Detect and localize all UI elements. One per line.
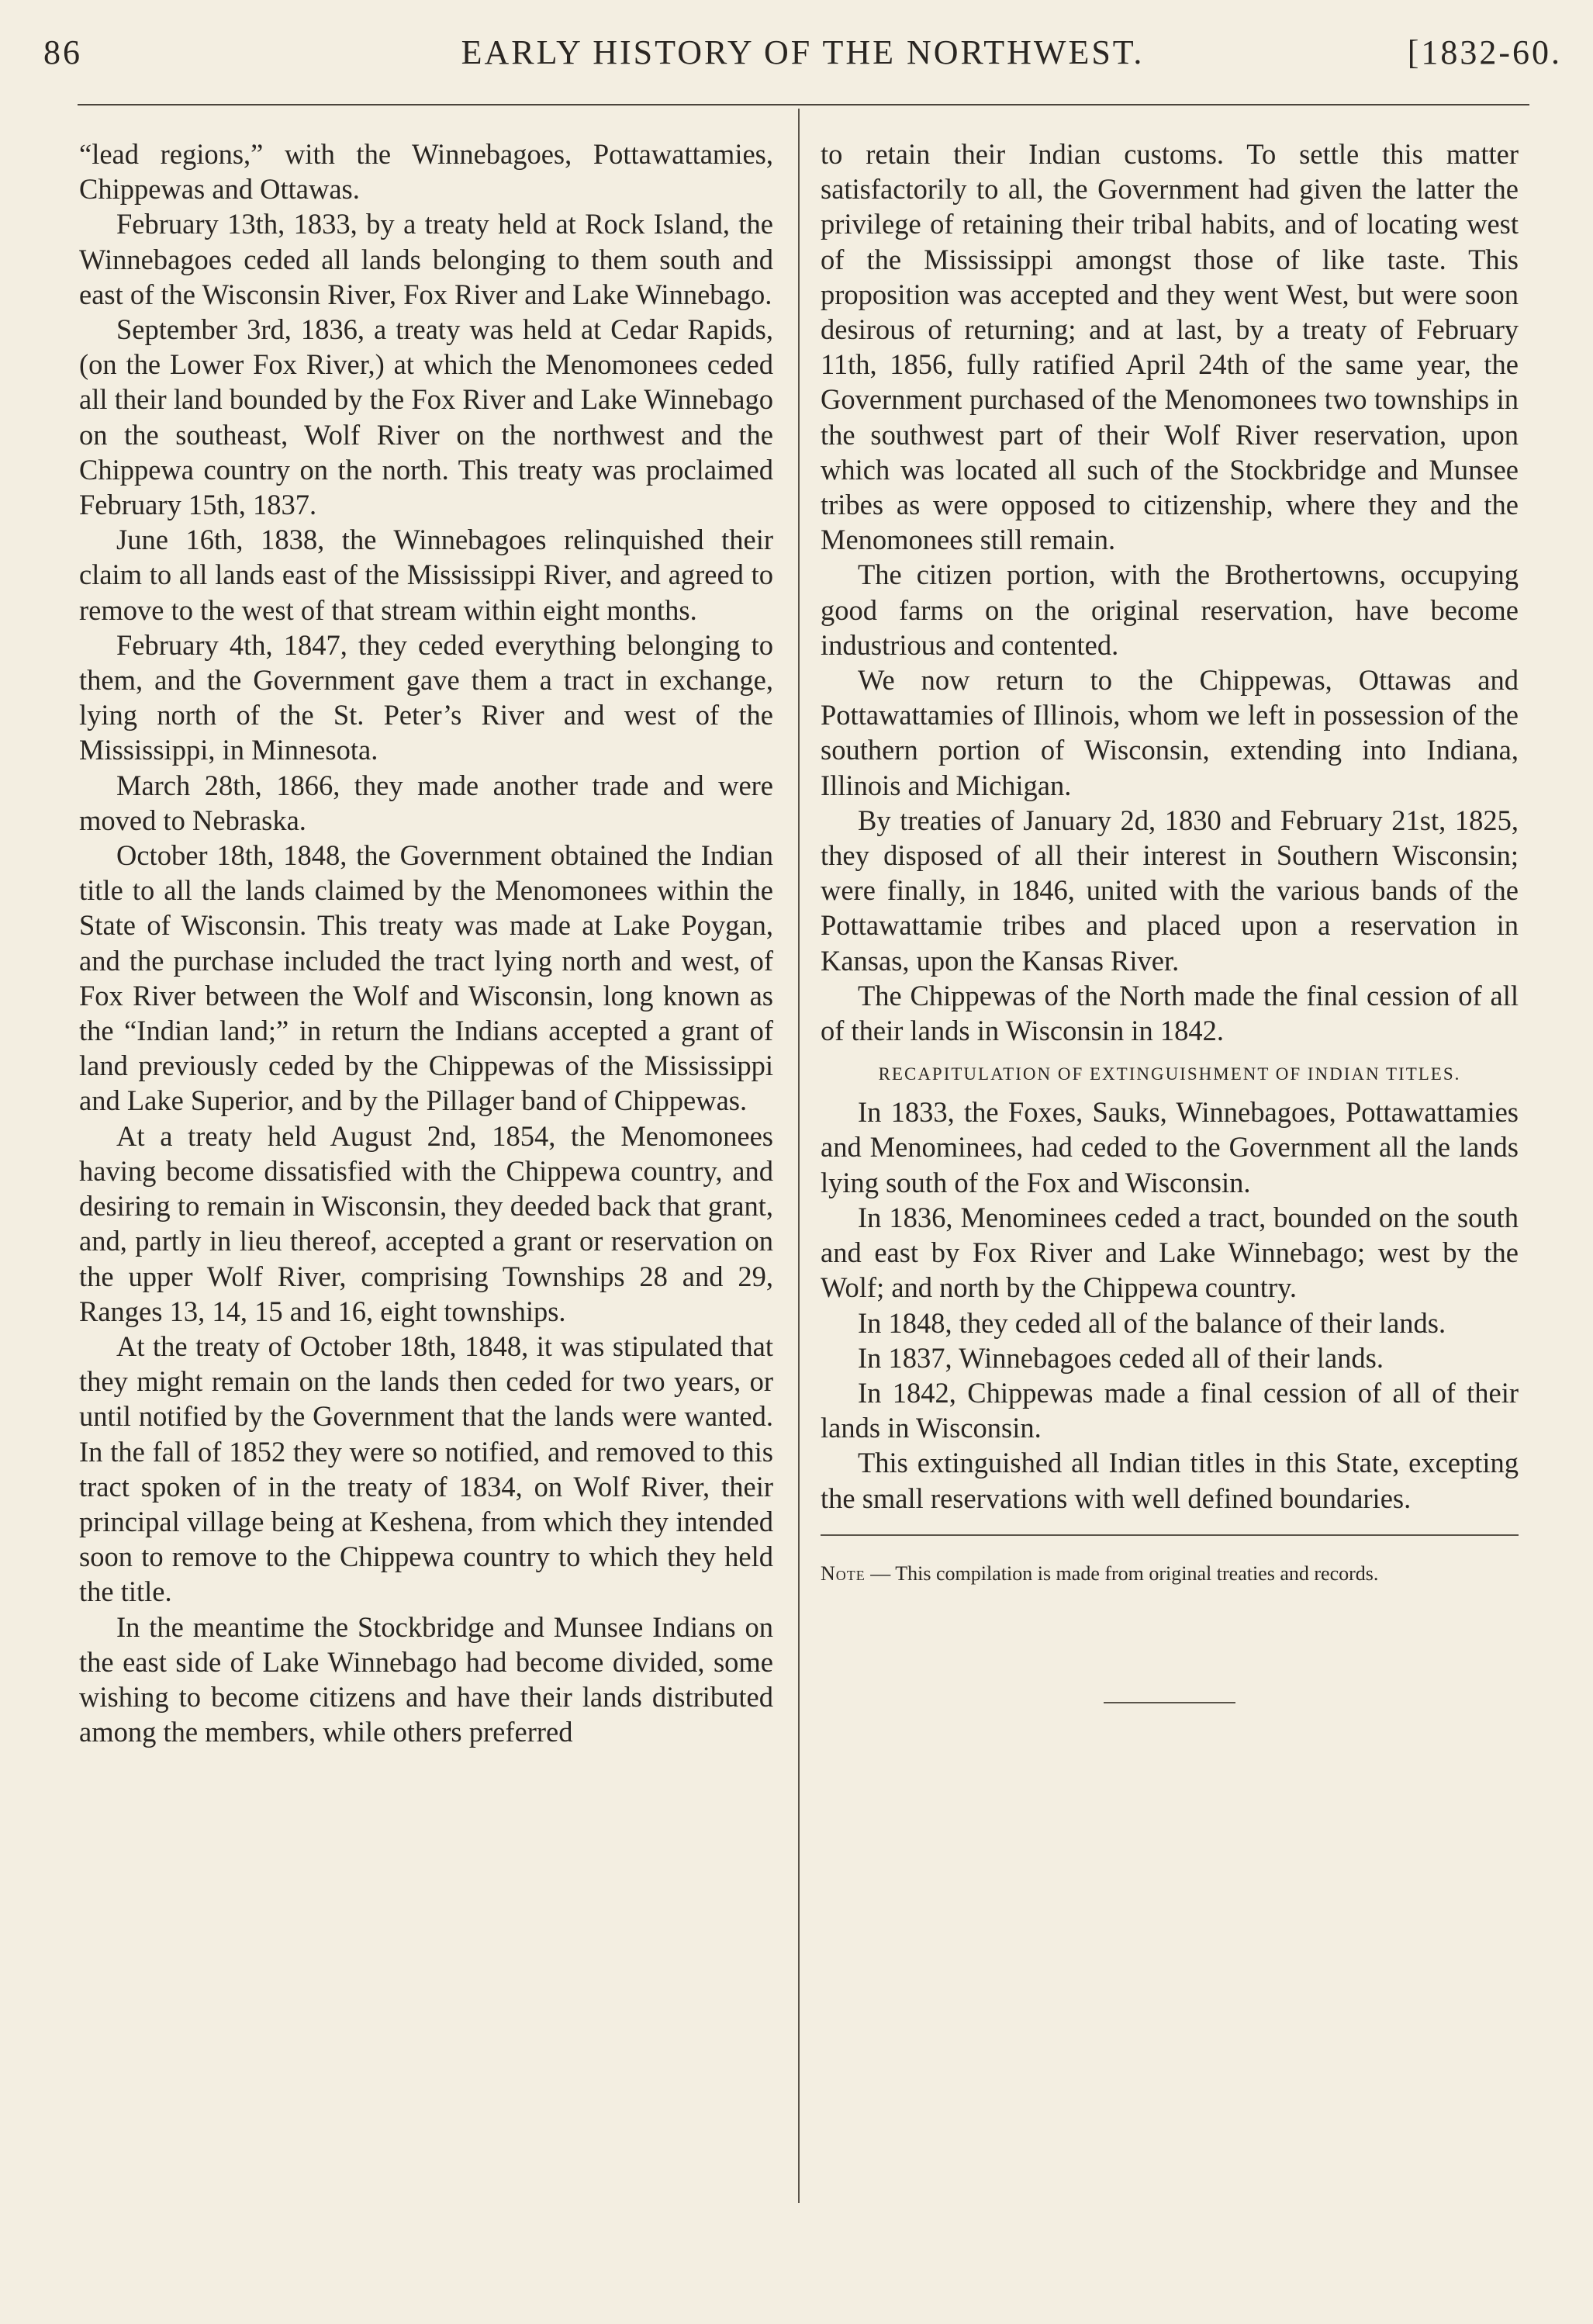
recap-paragraph: In 1842, Chippewas made a final cession of all of their lands in Wisconsin. [821,1376,1519,1444]
paragraph: At a treaty held August 2nd, 1854, the Menomonees having become dissatisfied with the Chippewa country, and desiring to remain in Wisconsin, they deeded back that grant, and, partly in lieu thereof, accepted a grant or reservation on the upper Wolf River, comprising Townships 28 and 29, Ranges 13, 14, 15 and 16, eight townships. [79,1119,773,1327]
paragraph: February 13th, 1833, by a treaty held at Rock Island, the Winnebagoes ceded all lands belonging to them south and east of the Wisconsin River, Fox River and Lake Winnebago. [79,208,773,310]
recap-paragraph: This extinguished all Indian titles in this State, excepting the small reservations with well defined boundaries. [821,1447,1519,1514]
running-title: EARLY HISTORY OF THE NORTHWEST. [461,33,1145,71]
paragraph: The citizen portion, with the Brothertowns, occupying good farms on the original reservation, have become industrious and contented. [821,559,1519,661]
paragraph: “lead regions,” with the Winnebagoes, Pottawattamies, Chippewas and Ottawas. [79,138,773,206]
paragraph: In the meantime the Stockbridge and Munsee Indians on the east side of Lake Winnebago had become divided, some wishing to become citizens and have their lands distributed among the members, while others preferred [79,1610,773,1748]
footnote-rule [821,1534,1519,1536]
paragraph: October 18th, 1848, the Government obtained the Indian title to all the lands claimed by the Menomonees within the State of Wisconsin. This treaty was made at Lake Poygan, and the purchase included the tract lying north and west, of Fox River between the Wolf and Wisconsin, long known as the “Indian land;” in return the Indians accepted a grant of land previously ceded by the Chippewas of the Mississippi and Lake Superior, and by the Pillager band of Chippewas. [79,839,773,1117]
paragraph: February 4th, 1847, they ceded everything belonging to them, and the Government gave them a tract in exchange, lying north of the St. Peter’s River and west of the Mississippi, in Minnesota. [79,628,773,766]
recap-paragraph: In 1833, the Foxes, Sauks, Winnebagoes, Pottawattamies and Menominees, had ceded to the Government all the lands lying south of the Fox and Wisconsin. [821,1096,1519,1198]
page-header [43,33,1562,79]
note-text: — This compilation is made from original treaties and records. [870,1561,1379,1585]
page-number: 86 [43,33,82,71]
column-divider [798,109,800,2203]
paragraph: September 3rd, 1836, a treaty was held at Cedar Rapids, (on the Lower Fox River,) at which the Menomonees ceded all their land bounded by the Fox River and Lake Winnebago on the southeast, Wolf River on the northwest and the Chippewa country on the north. This treaty was proclaimed February 15th, 1837. [79,313,773,521]
note-label: Note [821,1561,866,1585]
paragraph: By treaties of January 2d, 1830 and February 21st, 1825, they disposed of all their interest in Southern Wisconsin; were finally, in 1846, united with the various bands of the Pottawattamie tribes and placed upon a reservation in Kansas, upon the Kansas River. [821,804,1519,977]
paragraph: March 28th, 1866, they made another trade and were moved to Nebraska. [79,769,773,836]
paragraph: At the treaty of October 18th, 1848, it was stipulated that they might remain on the lands then ceded for two years, or until notified by the Government that the lands were wanted. In the fall of 1852 they were so notified, and removed to this tract spoken of in the treaty of 1834, on Wolf River, their principal village being at Keshena, from which they intended soon to remove to the Chippewa country to which they held the title. [79,1330,773,1608]
paragraph: The Chippewas of the North made the final cession of all of their lands in Wisconsin in 1842. [821,979,1519,1047]
recap-paragraph: In 1848, they ceded all of the balance of their lands. [858,1306,1446,1339]
section-heading: RECAPITULATION OF EXTINGUISHMENT OF INDIAN TITLES. [878,1064,1461,1084]
header-rule [78,104,1529,105]
recap-paragraph: In 1836, Menominees ceded a tract, bounded on the south and east by Fox River and Lake Winnebago; west by the Wolf; and north by the Chippewa country. [821,1201,1519,1304]
paragraph: to retain their Indian customs. To settle this matter satisfactorily to all, the Government had given the latter the privilege of retaining their tribal habits, and of locating west of the Mississippi amongst those of like taste. This proposition was accepted and they went West, but were soon desirous of returning; and at last, by a treaty of February 11th, 1856, fully ratified April 24th of the same year, the Government purchased of the Menomonees two townships in the southwest part of their Wolf River reservation, upon which was located all such of the Stockbridge and Munsee tribes as were opposed to citizenship, where they and the Menomonees still remain. [821,138,1519,556]
paragraph: June 16th, 1838, the Winnebagoes relinquished their claim to all lands east of the Mississippi River, and agreed to remove to the west of that stream within eight months. [79,524,773,626]
recap-paragraph: In 1837, Winnebagoes ceded all of their lands. [858,1341,1384,1374]
footnote [821,1562,1519,1586]
left-column [79,137,773,1749]
end-rule [1104,1702,1235,1703]
date-range: [1832-60. [1407,33,1562,71]
paragraph: We now return to the Chippewas, Ottawas and Pottawattamies of Illinois, whom we left in possession of the southern portion of Wisconsin, extending into Indiana, Illinois and Michigan. [821,664,1519,801]
right-column [821,137,1519,1703]
